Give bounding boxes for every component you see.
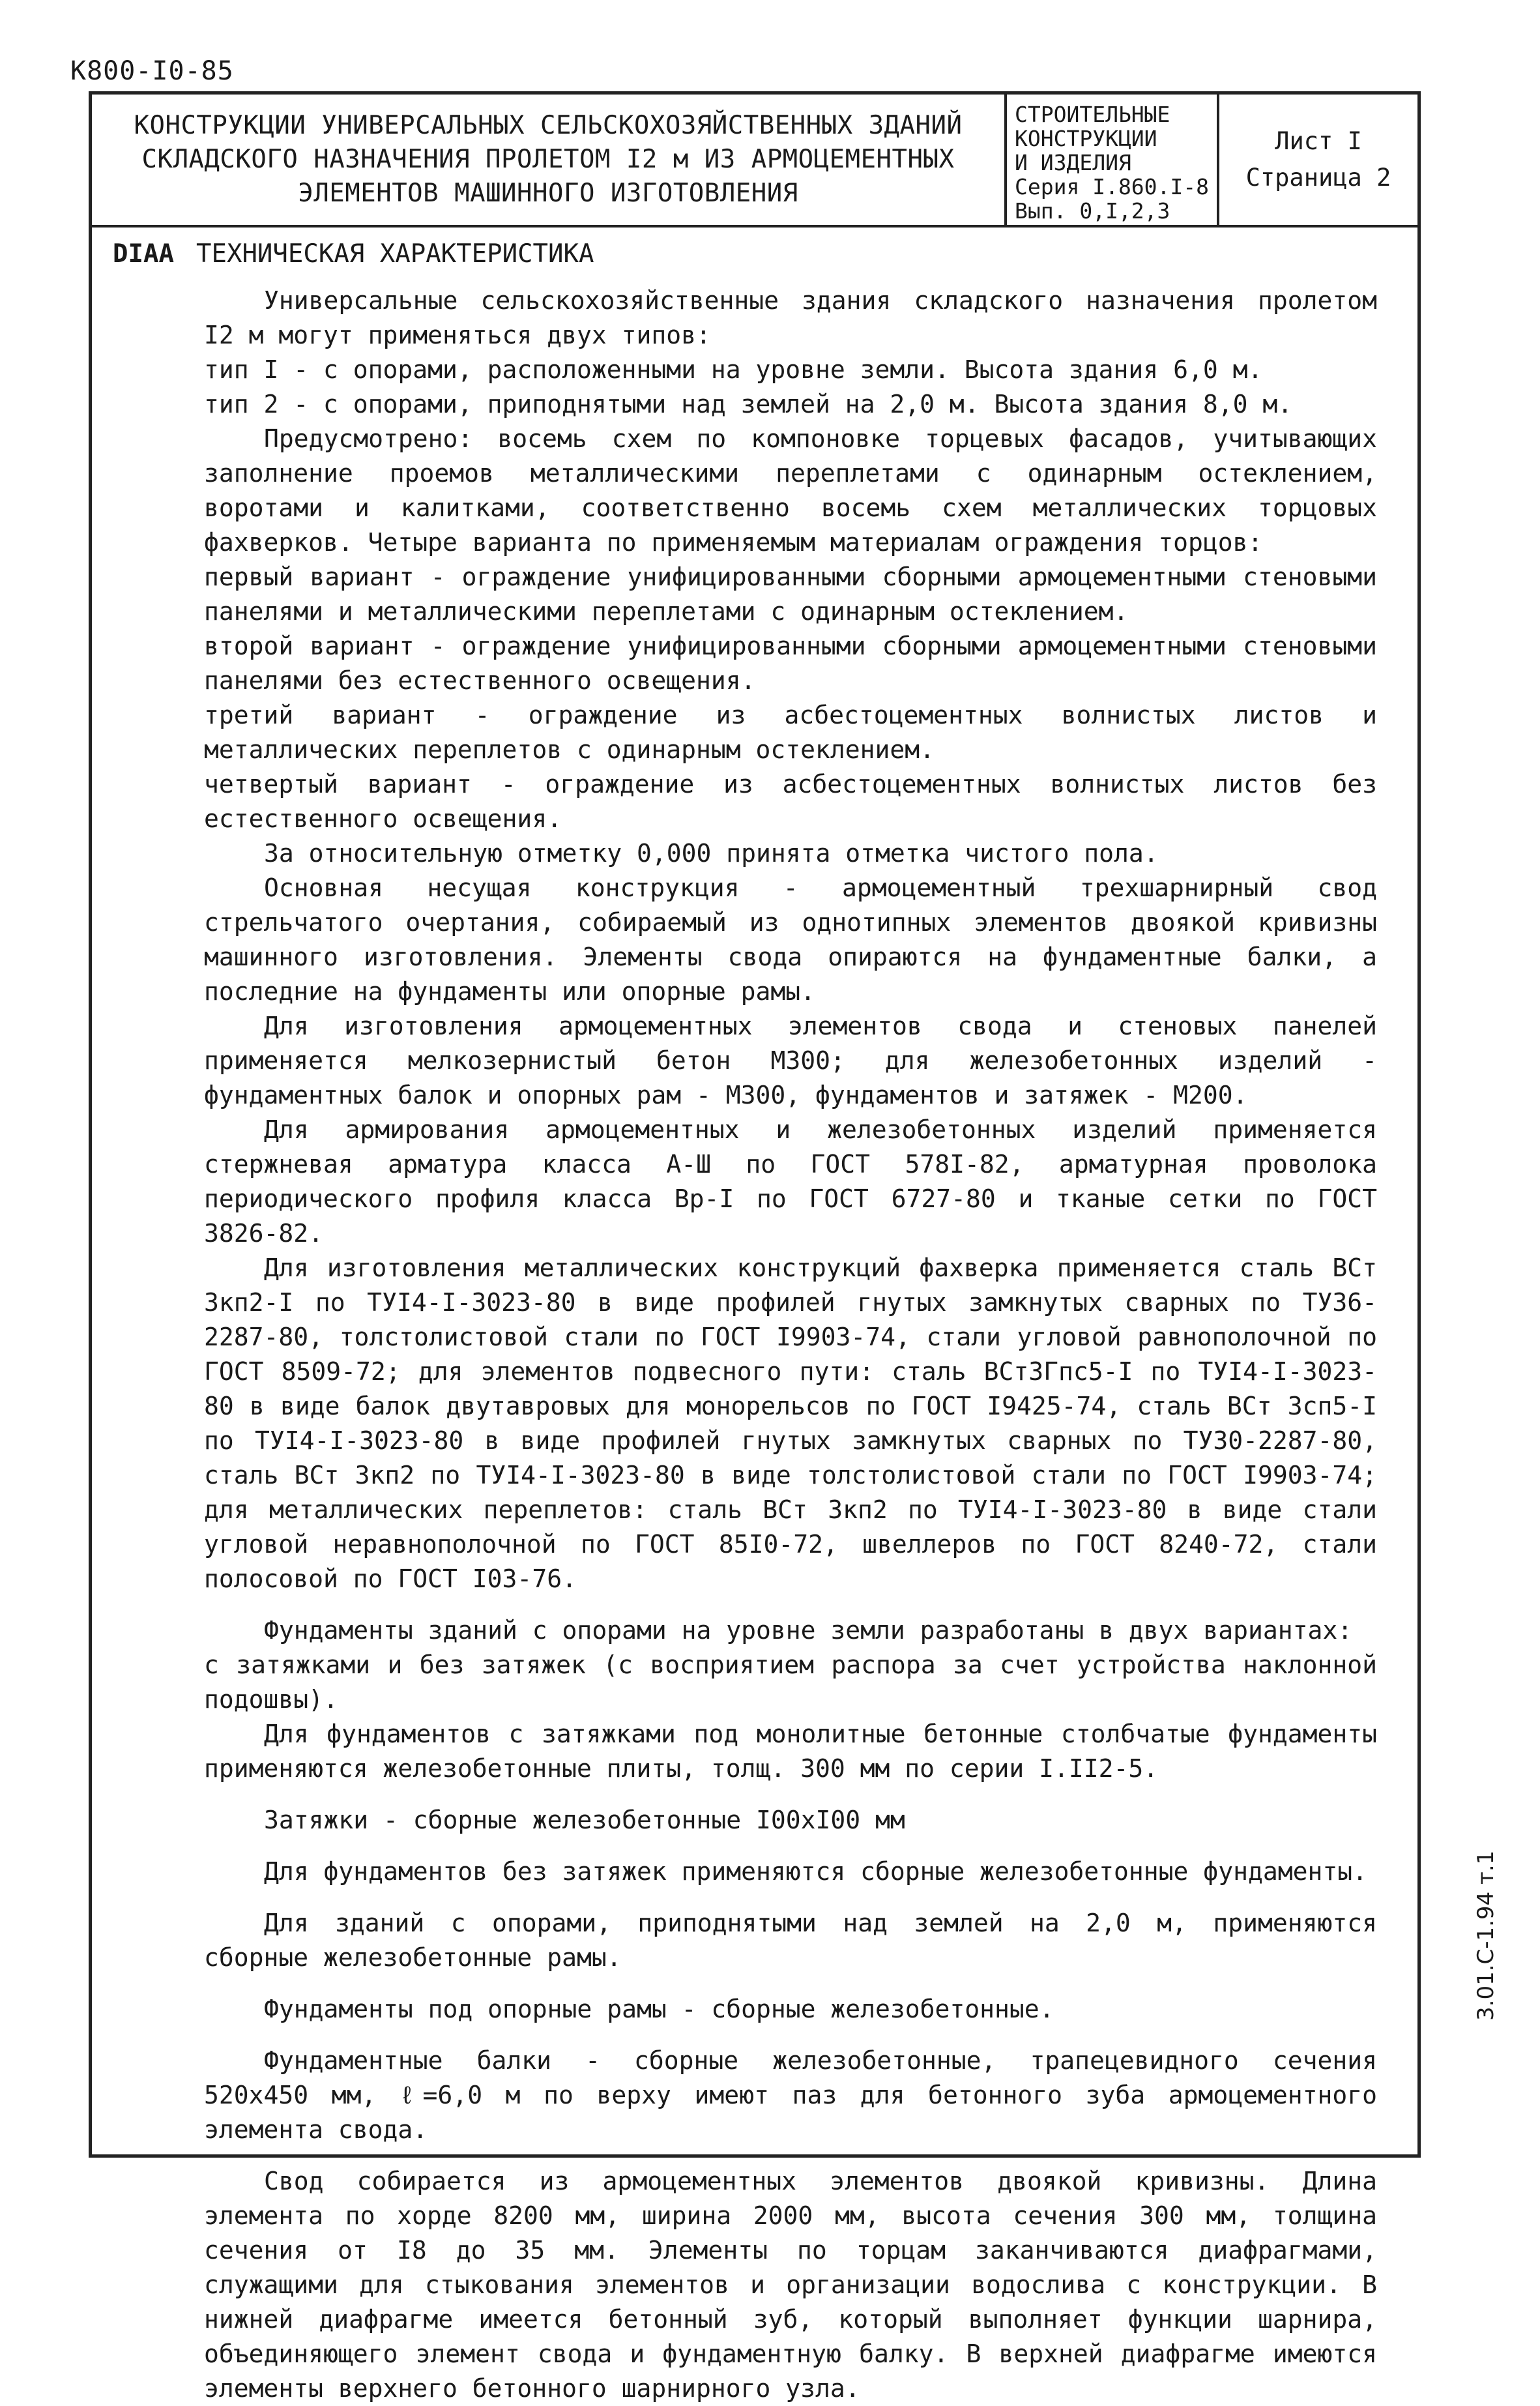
- paragraph: Для армирования армоцементных и железобетонных изделий применяется стержневая арматура класса А-Ш по ГОСТ 578I-82, арматурная проволока периодического профиля класса Вр-I по ГОСТ 6727-80 и тканые сетки по ГОСТ 3826-82.: [204, 1115, 1377, 1248]
- paragraph: Фундаменты под опорные рамы - сборные железобетонные.: [264, 1995, 1054, 2023]
- body-text: [204, 284, 1377, 2406]
- paragraph: тип 2 - с опорами, приподнятыми над землей на 2,0 м. Высота здания 8,0 м.: [204, 390, 1293, 418]
- paragraph: четвертый вариант - ограждение из асбестоцементных волнистых листов без естественного освещения.: [204, 770, 1377, 833]
- series-line: И ИЗДЕЛИЯ: [1015, 150, 1131, 175]
- section-code: DIAA: [113, 239, 174, 269]
- series-line: СТРОИТЕЛЬНЫЕ: [1015, 102, 1170, 127]
- paragraph: Фундаменты зданий с опорами на уровне земли разработаны в двух вариантах:: [264, 1616, 1353, 1645]
- page-frame: [89, 91, 1421, 2403]
- side-stamp: 3.01.С-1.94 т.1: [1473, 1850, 1499, 2021]
- paragraph: Для фундаментов без затяжек применяются сборные железобетонные фундаменты.: [264, 1857, 1367, 1886]
- sheet-cell: [1219, 95, 1417, 225]
- series-cell: [1004, 95, 1219, 225]
- document-code: К800-I0-85: [70, 56, 234, 86]
- paragraph: тип I - с опорами, расположенными на уровне земли. Высота здания 6,0 м.: [204, 355, 1263, 384]
- paragraph: с затяжками и без затяжек (с восприятием распора за счет устройства наклонной подошвы).: [204, 1650, 1377, 1714]
- paragraph: Для зданий с опорами, приподнятыми над землей на 2,0 м, применяются сборные железобетонные рамы.: [204, 1909, 1377, 1972]
- paragraph: третий вариант - ограждение из асбестоцементных волнистых листов и металлических переплетов с одинарным остеклением.: [204, 701, 1377, 764]
- paragraph: Универсальные сельскохозяйственные здания складского назначения пролетом I2 м могут применяться двух типов:: [204, 286, 1377, 349]
- title-cell: [92, 95, 1004, 225]
- paragraph: За относительную отметку 0,000 принята отметка чистого пола.: [264, 839, 1159, 868]
- series-number: Серия I.860.I-8: [1015, 174, 1210, 199]
- paragraph: Свод собирается из армоцементных элементов двоякой кривизны. Длина элемента по хорде 8200 мм, ширина 2000 мм, высота сечения 300 мм, толщина сечения от I8 до 35 мм. Элементы по торцам заканчиваются диафрагмами, служащими для стыкования элементов и организации водослива с конструкции. В нижней диафрагме имеется бетонный зуб, который выполняет функции шарнира, объединяющего элемент свода и фундаментную балку. В верхней диафрагме имеются элементы верхнего бетонного шарнирного узла.: [204, 2167, 1377, 2403]
- page-number: Страница 2: [1245, 164, 1391, 192]
- paragraph: Предусмотрено: восемь схем по компоновке торцевых фасадов, учитывающих заполнение проемов металлическими переплетами с одинарным остеклением, воротами и калитками, соответственно восемь схем металлических торцовых фахверков. Четыре варианта по применяемым материалам ограждения торцов:: [204, 424, 1377, 557]
- series-issue: Вып. 0,I,2,3: [1015, 198, 1170, 224]
- paragraph: Для изготовления армоцементных элементов свода и стеновых панелей применяется мелкозернистый бетон М300; для железобетонных изделий - фундаментных балок и опорных рам - М300, фундаментов и затяжек - М200.: [204, 1012, 1377, 1109]
- sheet-number: Лист I: [1275, 127, 1362, 155]
- paragraph: второй вариант - ограждение унифицированными сборными армоцементными стеновыми панелями без естественного освещения.: [204, 632, 1377, 695]
- paragraph: Для фундаментов с затяжками под монолитные бетонные столбчатые фундаменты применяются железобетонные плиты, толщ. 300 мм по серии I.II2-5.: [204, 1720, 1377, 1783]
- paragraph: Фундаментные балки - сборные железобетонные, трапецевидного сечения 520х450 мм, ℓ=6,0 м по верху имеют паз для бетонного зуба армоцементного элемента свода.: [204, 2046, 1377, 2144]
- section-title: ТЕХНИЧЕСКАЯ ХАРАКТЕРИСТИКА: [196, 239, 594, 269]
- paragraph: Основная несущая конструкция - армоцементный трехшарнирный свод стрельчатого очертания, собираемый из однотипных элементов двоякой кривизны машинного изготовления. Элементы свода опираются на фундаментные балки, а последние на фундаменты или опорные рамы.: [204, 873, 1377, 1006]
- title-line: ЭЛЕМЕНТОВ МАШИННОГО ИЗГОТОВЛЕНИЯ: [298, 179, 798, 208]
- title-line: СКЛАДСКОГО НАЗНАЧЕНИЯ ПРОЛЕТОМ I2 м ИЗ АРМОЦЕМЕНТНЫХ: [141, 145, 955, 174]
- series-line: КОНСТРУКЦИИ: [1015, 126, 1157, 151]
- title-block: [92, 95, 1417, 227]
- title-line: КОНСТРУКЦИИ УНИВЕРСАЛЬНЫХ СЕЛЬСКОХОЗЯЙСТВЕННЫХ ЗДАНИЙ: [134, 111, 963, 140]
- paragraph: Затяжки - сборные железобетонные I00хI00 мм: [264, 1806, 905, 1834]
- document-title: [134, 109, 963, 211]
- paragraph: Для изготовления металлических конструкций фахверка применяется сталь ВСт 3кп2-I по ТУI4-I-3023-80 в виде профилей гнутых замкнутых сварных по ТУ36-2287-80, толстолистовой стали по ГОСТ I9903-74, стали угловой равнополочной по ГОСТ 8509-72; для элементов подвесного пути: сталь ВСт3Гпс5-I по ТУI4-I-3023-80 в виде балок двутавровых для монорельсов по ГОСТ I9425-74, сталь ВСт 3сп5-I по ТУI4-I-3023-80 в виде профилей гнутых замкнутых сварных по ТУ30-2287-80, сталь ВСт 3кп2 по ТУI4-I-3023-80 в виде толстолистовой стали по ГОСТ I9903-74; для металлических переплетов: сталь ВСт 3кп2 по ТУI4-I-3023-80 в виде стали угловой неравнополочной по ГОСТ 85I0-72, швеллеров по ГОСТ 8240-72, стали полосовой по ГОСТ I03-76.: [204, 1254, 1377, 1593]
- paragraph: первый вариант - ограждение унифицированными сборными армоцементными стеновыми панелями и металлическими переплетами с одинарным остеклением.: [204, 563, 1377, 626]
